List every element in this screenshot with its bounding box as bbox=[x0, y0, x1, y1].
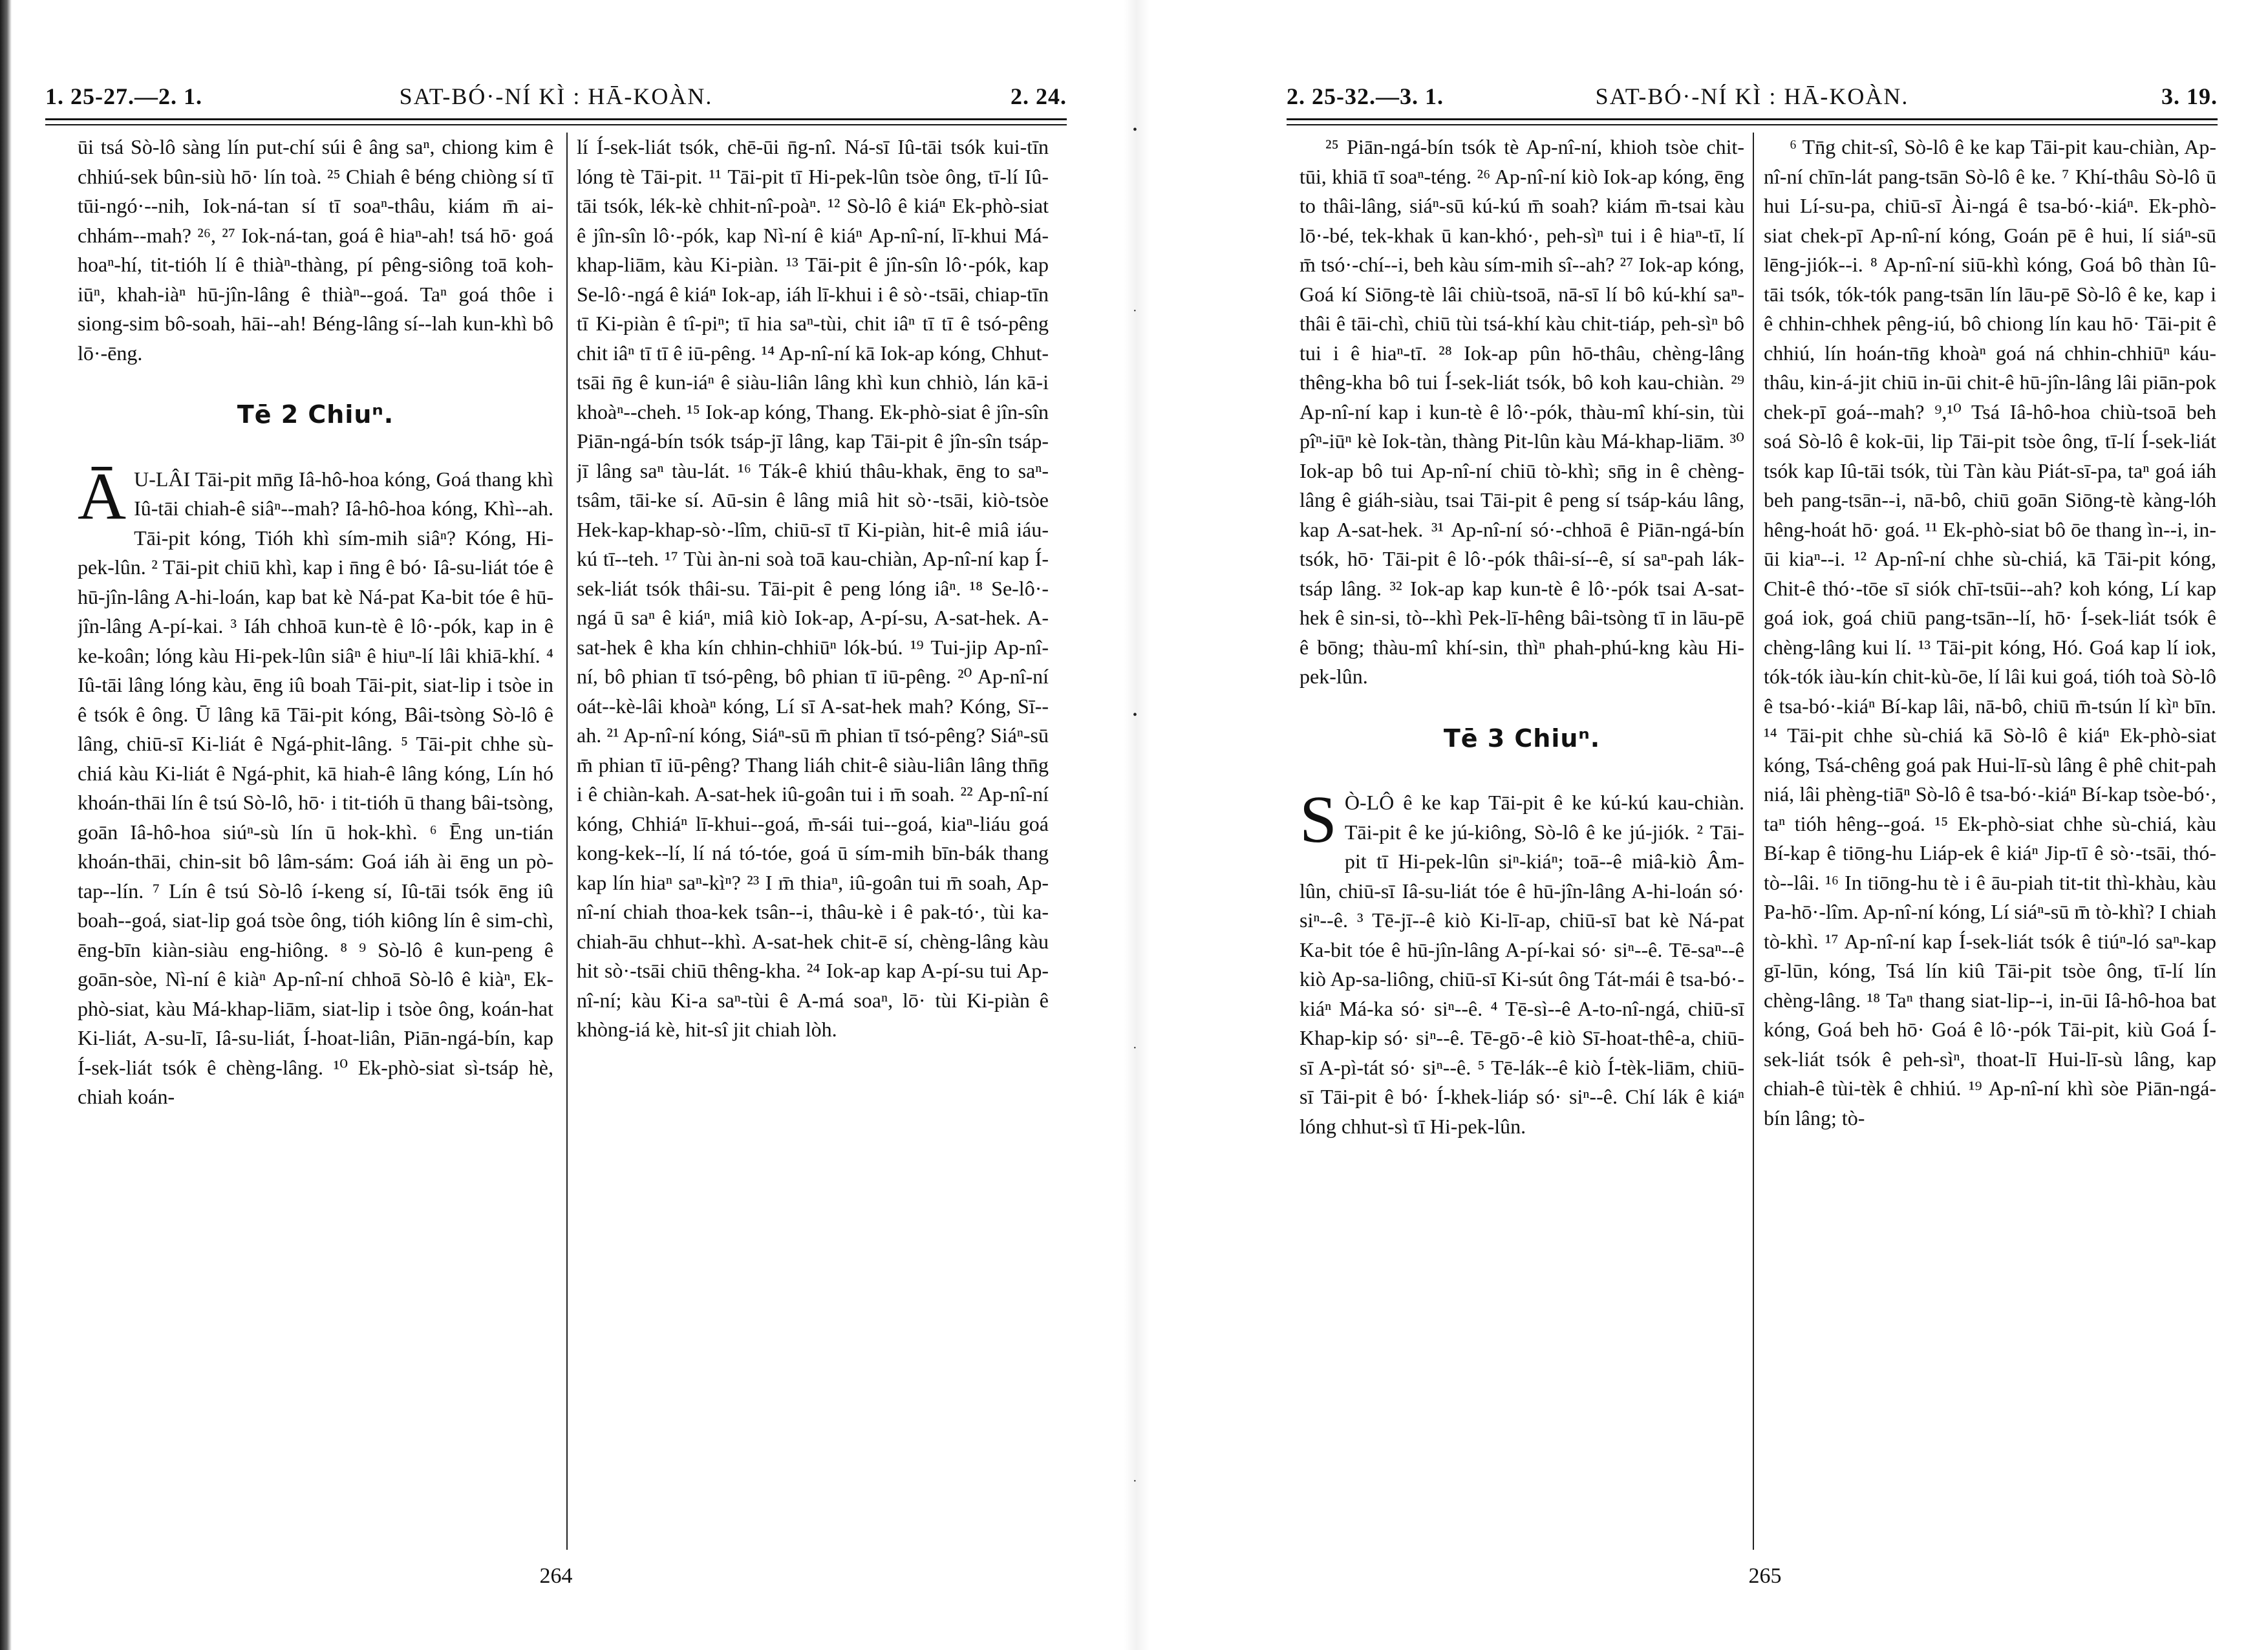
header-chapter-ref-end: 2. 24. bbox=[1011, 83, 1067, 109]
text-column-left bbox=[1300, 133, 1744, 1550]
chapter-opening-paragraph bbox=[1300, 782, 1744, 1141]
book-gutter bbox=[1124, 0, 1150, 1650]
verse-paragraph: ⁶ Tn̄g chit-sî, Sò-lô ê ke kap Tāi-pit kau-chiàn, Ap-nî-ní chīn-lát pang-tsān Sò-lô ê ke. ⁷ Khí-thâu Sò-lô ū hui Lí-su-pa, chiū-sī Ài-ngá ê tsa-bó·-kiáⁿ. Ek-phò-siat chek-pī Ap-nî-ní kóng, Goán pē ê hui, lí siáⁿ-sū lēng-jiók--i. ⁸ Ap-nî-ní siū-khì kóng, Goá bô thàn Iû-tāi tsók, tók-tók pang-tsān lín lāu-pē Sò-lô ê ke, kap i ê chhin-chhek pêng-iú, bô chiong lín kau hō· Tāi-pit ê chhiú, lín hoán-tn̄g khoàⁿ goá ná chhin-chhiūⁿ káu-thâu, kin-á-jit chiū in-ūi chit-ê hū-jîn-lâng lâi piān-pok chek-pī goá--mah? ⁹,¹⁰ Tsá Iâ-hô-hoa chiù-tsoā beh soá Sò-lô ê kok-ūi, lip Tāi-pit tsòe ông, tī-lí Í-sek-liát tsók kap Iû-tāi tsók, tùi Tàn kàu Piát-sī-pa, taⁿ goá iáh beh pang-tsān--i, nā-bô, chiū goān Siōng-tè kàng-lóh hêng-hoát hō· goá. ¹¹ Ek-phò-siat bô ōe thang ìn--i, in-ūi kiaⁿ--i. ¹² Ap-nî-ní chhe sù-chiá, kā Tāi-pit kóng, Chit-ê thó·-tōe sī siók chī-tsūi--ah? koh kóng, Lí kap goá iok, goá chiū pang-tsān--lí, hō· Í-sek-liát tsók ê chèng-lâng kui lí. ¹³ Tāi-pit kóng, Hó. Goá kap lí iok, tók-tók iàu-kín chit-kù-ōe, lí lâi kui goá, tióh toà Sò-lô ê tsa-bó·-kiáⁿ Bí-kap lâi, nā-bô, chiū m̄-tsún lí kìⁿ bīn. ¹⁴ Tāi-pit chhe sù-chiá kā Sò-lô ê kiáⁿ Ek-phò-siat kóng, Tsá-chêng goá pak Hui-lī-sù lâng ê phê chit-pah niá, lâi phèng-tiāⁿ Sò-lô ê tsa-bó·-kiáⁿ Bí-kap tsòe-bó·, taⁿ tióh hêng--goá. ¹⁵ Ek-phò-siat chhe sù-chiá, kàu Bí-kap ê tiōng-hu Liáp-ek ê kiáⁿ Jip-tī ê sò·-tsāi, thó-tò--lâi. ¹⁶ In tiōng-hu tè i ê āu-piah tit-tit thì-khàu, kàu Pa-hō·-lîm. Ap-nî-ní kóng, Lí siáⁿ-sū m̄ tò-khì? I chiah tò-khì. ¹⁷ Ap-nî-ní kap Í-sek-liát tsók ê tiúⁿ-ló saⁿ-kap gī-lūn, kóng, Tsá lín kiû Tāi-pit tsòe ông, tī-lí lín chèng-lâng. ¹⁸ Taⁿ thang siat-lip--i, in-ūi Iâ-hô-hoa bat kóng, Goá beh hō· Goá ê lô·-pók Tāi-pit, kiù Goá Í-sek-liát tsók ê peh-sìⁿ, thoat-lī Hui-lī-sù lâng, kap chiah-ê tùi-tèk ê chhiú. ¹⁹ Ap-nî-ní khì sòe Piān-ngá-bín lâng; tò- bbox=[1764, 135, 2216, 1130]
chapter-opening-paragraph bbox=[78, 458, 553, 1112]
page-number: 264 bbox=[539, 1564, 573, 1588]
header-chapter-ref-end: 3. 19. bbox=[2161, 83, 2218, 109]
header-chapter-ref-start: 1. 25-27.—2. 1. bbox=[45, 83, 202, 109]
gutter-mark: · bbox=[1133, 1474, 1137, 1488]
gutter-mark: • bbox=[1133, 123, 1138, 137]
text-column-right bbox=[1764, 133, 2216, 1550]
running-header bbox=[1287, 83, 2218, 122]
chapter-heading: Tē 2 Chiuⁿ. bbox=[237, 400, 394, 429]
header-rule bbox=[45, 124, 1067, 125]
drop-cap: Ā bbox=[78, 458, 127, 533]
verse-paragraph: ūi tsá Sò-lô sàng lín put-chí súi ê âng saⁿ, chiong kim ê chhiú-sek bûn-siù hō· lín toà. ²⁵ Chiah ê béng chiòng sí tī tūi-ngó·--nih, Iok-ná-tan sí tī soaⁿ-thâu, kiám m̄ ai-chhám--mah? ²⁶, ²⁷ Iok-ná-tan, goá ê hiaⁿ-ah! tsá hō· goá hoaⁿ-hí, tit-tióh lí ê thiàⁿ-thàng, pí pêng-siông toā koh-iūⁿ, khah-iàⁿ hū-jîn-lâng ê thiàⁿ--goá. Taⁿ goá thôe i siong-sim bô-soah, hāi--ah! Béng-lâng sí--lah kun-khì bô lō·-ēng. bbox=[78, 135, 553, 365]
column-divider bbox=[566, 133, 568, 1550]
verse-paragraph: lí Í-sek-liát tsók, chē-ūi n̄g-nî. Ná-sī Iû-tāi tsók kui-tīn lóng tè Tāi-pit. ¹¹ Tāi-pit tī Hi-pek-lûn tsòe ông, tī-lí Iû-tāi tsók, lék-kè chhit-nî-poàⁿ. ¹² Sò-lô ê kiáⁿ Ek-phò-siat ê jîn-sîn lô·-pók, kap Nì-ní ê kiáⁿ Ap-nî-ní, lī-khui Má-khap-liām, kàu Ki-piàn. ¹³ Tāi-pit ê jîn-sîn lô·-pók, kap Se-lô·-ngá ê kiáⁿ Iok-ap, iáh lī-khui i ê sò·-tsāi, chiap-tīn tī Ki-piàn ê tî-piⁿ; tī hia saⁿ-tùi, chit iâⁿ tī tī ê tsó-pêng chit iâⁿ tī tī ê iū-pêng. ¹⁴ Ap-nî-ní kā Iok-ap kóng, Chhut-tsāi n̄g ê kun-iáⁿ ê siàu-liân lâng khì kun chhiò, lán kā-i khoàⁿ--cheh. ¹⁵ Iok-ap kóng, Thang. Ek-phò-siat ê jîn-sîn Piān-ngá-bín tsók tsáp-jī lâng, kap Tāi-pit ê jîn-sîn tsáp-jī lâng saⁿ tàu-lát. ¹⁶ Ták-ê khiú thâu-khak, ēng to saⁿ-tsâm, tāi-ke sí. Aū-sin ê lâng miâ hit sò·-tsāi, kiò-tsòe Hek-kap-khap-sò·-lîm, chiū-sī tī Ki-piàn, hit-ê miâ iáu-kú tī--teh. ¹⁷ Tùi àn-ni soà toā kau-chiàn, Ap-nî-ní kap Í-sek-liát tsók thâi-su. Tāi-pit ê peng lóng iâⁿ. ¹⁸ Se-lô·-ngá ū saⁿ ê kiáⁿ, miâ kiò Iok-ap, A-pí-su, A-sat-hek. A-sat-hek ê kha kín chhin-chhiūⁿ lók-bú. ¹⁹ Tui-jip Ap-nî-ní, bô phian tī tsó-pêng, bô phian tī iū-pêng. ²⁰ Ap-nî-ní oát--kè-lâi khoàⁿ kóng, Lí sī A-sat-hek mah? Kóng, Sī--ah. ²¹ Ap-nî-ní kóng, Siáⁿ-sū m̄ phian tī tsó-pêng? Siáⁿ-sū m̄ phian tī iū-pêng? Thang liáh chit-ê siàu-liân lâng thn̄g i ê chiàn-kah. A-sat-hek iû-goân tui i m̄ soah. ²² Ap-nî-ní kóng, Chhiáⁿ lī-khui--goá, m̄-sái tui--goá, kiaⁿ-liáu goá kong-kek--lí, lí ná tó-tóe, goá ū sím-mih bīn-bák thang kap lín hiaⁿ saⁿ-kìⁿ? ²³ I m̄ thiaⁿ, iû-goân tui m̄ soah, Ap-nî-ní chiah thoa-kek tsân--i, thâu-kè i ê pak-tó·, tùi ka-chiah-āu chhut--khì. A-sat-hek chit-ē sí, chèng-lâng kàu hit sò·-tsāi chiū thêng-kha. ²⁴ Iok-ap kap A-pí-su tui Ap-nî-ní; kàu Ki-a saⁿ-tùi ê A-má soaⁿ, lō· tùi Ki-piàn ê khòng-iá kè, hit-sî jit chiah lòh. bbox=[577, 135, 1049, 1041]
verse-paragraph: ²⁵ Piān-ngá-bín tsók tè Ap-nî-ní, khioh tsòe chit-tūi, khiā tī soaⁿ-téng. ²⁶ Ap-nî-ní kiò Iok-ap kóng, ēng to thâi-lâng, siáⁿ-sū kú-kú m̄ soah? kiám m̄-tsai kàu lō·-bé, tek-khak ū kan-khó·, peh-sìⁿ tui i ê hiaⁿ-tī, lí m̄ tsó·-chí--i, beh kàu sím-mih sî--ah? ²⁷ Iok-ap kóng, Goá kí Siōng-tè lâi chiù-tsoā, nā-sī lí bô kú-khí saⁿ-thâi ê tāi-chì, chiū tùi tsá-khí kàu chit-tiáp, peh-sìⁿ bô tui i ê hiaⁿ-tī. ²⁸ Iok-ap pûn hō-thâu, chèng-lâng thêng-kha bô tui Í-sek-liát tsók, bô koh kau-chiàn. ²⁹ Ap-nî-ní kap i kun-tè ê lô·-pók, thàu-mî khí-sin, tùi pîⁿ-iūⁿ kè Iok-tàn, thàng Pit-lûn kàu Má-khap-liām. ³⁰ Iok-ap bô tui Ap-nî-ní chiū tò-khì; sn̄g in ê chèng-lâng ê giáh-siàu, tsai Tāi-pit ê peng sí tsáp-káu lâng, kap A-sat-hek. ³¹ Ap-nî-ní só·-chhoā ê Piān-ngá-bín tsók, hō· Tāi-pit ê lô·-pók thâi-sí--ê, sí saⁿ-pah lák-tsáp lâng. ³² Iok-ap kap kun-tè ê lô·-pók tsai A-sat-hek ê sin-si, tò--khì Pek-lī-hêng bâi-tsòng tī in lāu-pē ê bōng; thàu-mî khí-sin, thìⁿ phah-phú-kng kàu Hi-pek-lûn. bbox=[1300, 135, 1744, 688]
verse-text: U-LÂI Tāi-pit mn̄g Iâ-hô-hoa kóng, Goá thang khì Iû-tāi chiah-ê siâⁿ--mah? Iâ-hô-hoa kóng, Khì--ah. Tāi-pit kóng, Tióh khì sím-mih siâⁿ? Kóng, Hi-pek-lûn. ² Tāi-pit chiū khì, kap i n̄ng ê bó· Iâ-su-liát tóe ê hū-jîn-lâng A-hi-loán, kap bat kè Ná-pat Ka-bit tóe ê hū-jîn-lâng A-pí-kai. ³ Iáh chhoā kun-tè ê lô·-pók, kap in ê ke-koân; lóng kàu Hi-pek-lûn siâⁿ ê hiuⁿ-lí lâi khiā-khí. ⁴ Iû-tāi lâng lóng kàu, ēng iû boah Tāi-pit, siat-lip i tsòe in ê tsók ê ông. Ū lâng kā Tāi-pit kóng, Bâi-tsòng Sò-lô ê lâng, chiū-sī Ki-liát ê Ngá-phit-lâng. ⁵ Tāi-pit chhe sù-chiá kàu Ki-liát ê Ngá-phit, kā hiah-ê lâng kóng, Lín hó khoán-thāi lín ê tsú Sò-lô, hō· i tit-tióh ū thang bâi-tsòng, goān Iâ-hô-hoa siúⁿ-sù lín ū hok-khì. ⁶ Ēng un-tián khoán-thāi, chin-sit bô lâm-sám: Goá iáh ài ēng un pò-tap--lín. ⁷ Lín ê tsú Sò-lô í-keng sí, Iû-tāi tsók ēng iû boah--goá, siat-lip goá tsòe ông, tióh kiông lín ê sim-chì, ēng-bīn kiàn-siàu eng-hiông. ⁸ ⁹ Sò-lô ê kun-peng ê goān-sòe, Nì-ní ê kiàⁿ Ap-nî-ní chhoā Sò-lô ê kiàⁿ, Ek-phò-siat, kàu Má-khap-liām, siat-lip i tsòe ông, koán-hat Ki-liát, A-su-lī, Iâ-su-liát, Í-hoat-liân, Piān-ngá-bín, kap Í-sek-liát tsók ê chèng-lâng. ¹⁰ Ek-phò-siat sì-tsáp hè, chiah koán- bbox=[78, 467, 553, 1108]
header-book-title: SAT-BÓ·-NÍ KÌ : HĀ-KOÀN. bbox=[399, 83, 713, 109]
header-rule bbox=[1287, 118, 2218, 120]
running-header bbox=[45, 83, 1067, 122]
header-chapter-ref-start: 2. 25-32.—3. 1. bbox=[1287, 83, 1444, 109]
drop-cap: S bbox=[1300, 782, 1337, 857]
header-rule bbox=[45, 118, 1067, 120]
page-number: 265 bbox=[1748, 1564, 1782, 1588]
header-rule bbox=[1287, 124, 2218, 125]
left-page bbox=[45, 0, 1067, 1650]
chapter-heading: Tē 3 Chiuⁿ. bbox=[1443, 723, 1601, 753]
header-book-title: SAT-BÓ·-NÍ KÌ : HĀ-KOÀN. bbox=[1595, 83, 1909, 109]
gutter-mark: · bbox=[1133, 304, 1137, 318]
right-page bbox=[1287, 0, 2218, 1650]
book-edge bbox=[0, 0, 12, 1650]
text-column-left bbox=[78, 133, 553, 1550]
text-column-right bbox=[577, 133, 1049, 1550]
column-divider bbox=[1753, 133, 1754, 1550]
verse-text: Ò-LÔ ê ke kap Tāi-pit ê ke kú-kú kau-chiàn. Tāi-pit ê ke jú-kiông, Sò-lô ê ke jú-jiók. ² Tāi-pit tī Hi-pek-lûn siⁿ-kiáⁿ; toā--ê miâ-kiò Âm-lûn, chiū-sī Iâ-su-liát tóe ê hū-jîn-lâng A-hi-loán só· siⁿ--ê. ³ Tē-jī--ê kiò Ki-lī-ap, chiū-sī bat kè Ná-pat Ka-bit tóe ê hū-jîn-lâng A-pí-kai só· siⁿ--ê. Tē-saⁿ--ê kiò Ap-sa-liông, chiū-sī Ki-sút ông Tát-mái ê tsa-bó·-kiáⁿ Má-ka só· siⁿ--ê. ⁴ Tē-sì--ê A-to-nî-ngá, chiū-sī Khap-kip só· siⁿ--ê. Tē-gō·-ê kiò Sī-hoat-thê-a, chiū-sī A-pì-tát só· siⁿ--ê. ⁵ Tē-lák--ê kiò Í-tèk-liām, chiū-sī Tāi-pit ê bó· Í-khek-liáp só· siⁿ--ê. Chí lák ê kiáⁿ lóng chhut-sì tī Hi-pek-lûn. bbox=[1300, 791, 1744, 1138]
gutter-mark: · bbox=[1133, 1041, 1137, 1055]
gutter-mark: • bbox=[1133, 708, 1138, 722]
